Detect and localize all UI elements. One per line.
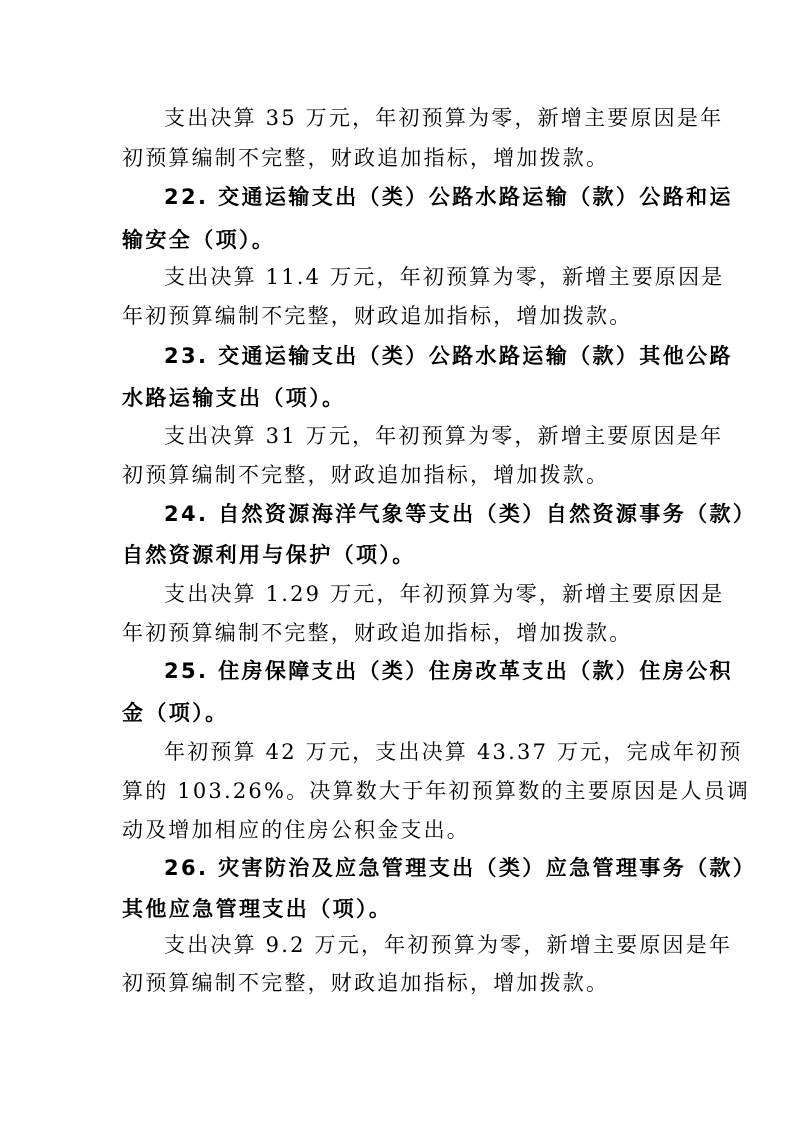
paragraph-line: 年初预算 42 万元，支出决算 43.37 万元，完成年初预 — [164, 740, 743, 764]
paragraph-line: 初预算编制不完整，财政追加指标，增加拨款。 — [122, 463, 610, 487]
section-heading-23-continued: 水路运输支出（项）。 — [122, 386, 346, 410]
section-heading-26-continued: 其他应急管理支出（项）。 — [122, 897, 393, 921]
section-heading-22: 22. 交通运输支出（类）公路水路运输（款）公路和运 — [164, 185, 733, 209]
paragraph-line: 支出决算 35 万元，年初预算为零，新增主要原因是年 — [164, 106, 724, 130]
paragraph-line: 初预算编制不完整，财政追加指标，增加拨款。 — [122, 146, 610, 170]
paragraph-line: 年初预算编制不完整，财政追加指标，增加拨款。 — [122, 621, 633, 645]
paragraph-line: 支出决算 9.2 万元，年初预算为零，新增主要原因是年 — [164, 933, 733, 957]
paragraph-line: 年初预算编制不完整，财政追加指标，增加拨款。 — [122, 304, 633, 328]
section-heading-25: 25. 住房保障支出（类）住房改革支出（款）住房公积 — [164, 659, 733, 683]
section-heading-25-continued: 金（项）。 — [122, 701, 229, 725]
paragraph-line: 支出决算 1.29 万元，年初预算为零，新增主要原因是 — [164, 582, 725, 606]
paragraph-line: 算的 103.26%。决算数大于年初预算数的主要原因是人员调 — [122, 779, 751, 803]
section-heading-26: 26. 灾害防治及应急管理支出（类）应急管理事务（款） — [164, 856, 757, 880]
paragraph-line: 支出决算 11.4 万元，年初预算为零，新增主要原因是 — [164, 265, 725, 289]
section-heading-24: 24. 自然资源海洋气象等支出（类）自然资源事务（款） — [164, 502, 757, 526]
paragraph-line: 初预算编制不完整，财政追加指标，增加拨款。 — [122, 971, 610, 995]
paragraph-line: 动及增加相应的住房公积金支出。 — [122, 818, 470, 842]
section-heading-22-continued: 输安全（项）。 — [122, 228, 276, 252]
section-heading-24-continued: 自然资源利用与保护（项）。 — [122, 543, 416, 567]
section-heading-23: 23. 交通运输支出（类）公路水路运输（款）其他公路 — [164, 344, 733, 368]
paragraph-line: 支出决算 31 万元，年初预算为零，新增主要原因是年 — [164, 424, 724, 448]
